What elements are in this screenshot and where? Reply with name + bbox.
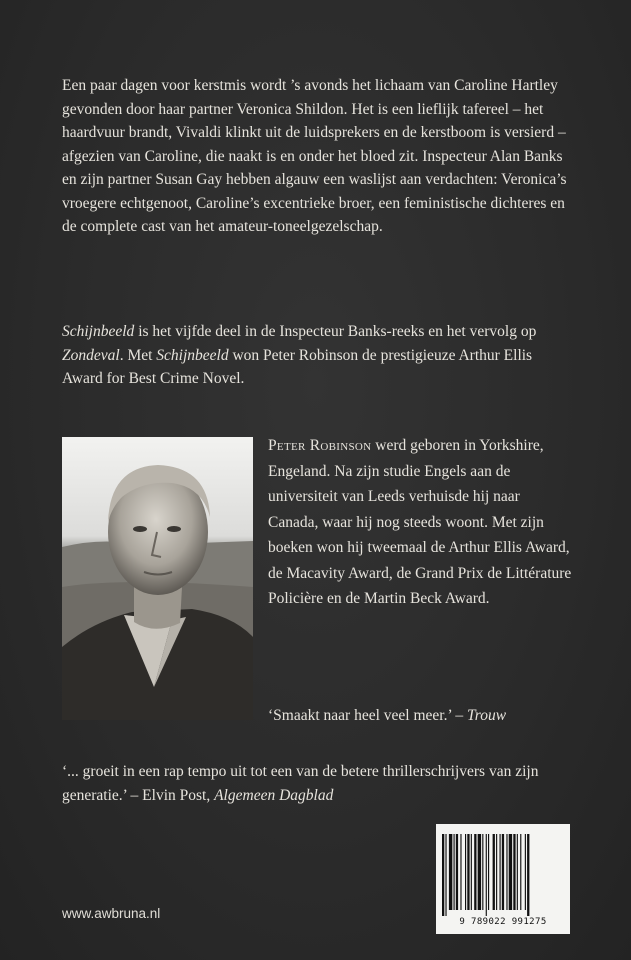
barcode-bar — [454, 834, 455, 910]
barcode-bar — [482, 834, 483, 910]
review-quote-trouw — [268, 704, 578, 727]
author-portrait-photo — [62, 437, 253, 720]
barcode-bar — [509, 834, 512, 910]
barcode-bar — [506, 834, 507, 910]
synopsis-paragraph: Een paar dagen voor kerstmis wordt ’s avonds het lichaam van Caroline Hartley gevonden door haar partner Veronica Shildon. Het is een lieflijk tafereel – het haardvuur brandt, Vivaldi klinkt uit de luidsprekers en de kerstboom is versierd – afgezien van Caroline, die naakt is en onder het bloed zit. Inspecteur Alan Banks en zijn partner Susan Gay hebben algauw een waslijst aan verdachten: Veronica’s vroegere echtgenoot, Caroline’s excentrieke broer, een feministische dichteres en de complete cast van het amateur-toneelgezelschap. — [62, 77, 567, 235]
book-title-italic: Schijnbeeld — [62, 323, 135, 340]
barcode-bar — [445, 834, 446, 916]
barcode-bar — [486, 834, 487, 916]
barcode-bar — [488, 834, 489, 910]
publisher-url[interactable]: www.awbruna.nl — [62, 906, 161, 921]
barcode-bar — [513, 834, 515, 910]
barcode-bar — [496, 834, 497, 910]
barcode-bar — [525, 834, 526, 910]
barcode-bar — [478, 834, 481, 910]
barcode-bar — [517, 834, 518, 910]
barcode — [436, 824, 570, 934]
isbn-number: 9 789022 991275 — [459, 917, 547, 927]
author-name: Peter Robinson — [268, 437, 372, 454]
barcode-bar — [449, 834, 452, 910]
previous-title-italic: Zondeval — [62, 346, 120, 364]
author-bio — [268, 433, 573, 612]
series-text: is het vijfde deel in de Inspecteur Banks-reeks en het vervolg op — [134, 323, 537, 340]
barcode-bar — [442, 834, 444, 916]
book-title-italic: Schijnbeeld — [156, 346, 229, 364]
author-bio-text: werd geboren in Yorkshire, Engeland. Na zijn studie Engels aan de universiteit van Leeds verhuisde hij naar Canada, waar hij nog steeds woont. Met zijn boeken won hij tweemaal de Arthur Ellis Award, de Macavity Award, de Grand Prix de Littérature Policière en de Martin Beck Award. — [268, 437, 572, 607]
series-text: won Peter Robinson de prestigieuze Arthur Ellis Award for Best Crime Novel. — [62, 346, 533, 387]
barcode-bar — [465, 834, 466, 910]
barcode-bar — [456, 834, 458, 910]
series-text: . Met — [119, 346, 157, 364]
barcode-bar — [500, 834, 501, 910]
quote-text: ‘Smaakt naar heel veel meer.’ – — [268, 707, 467, 724]
review-quote-ad — [62, 760, 582, 808]
barcode-bar — [467, 834, 469, 910]
author-photo — [62, 437, 253, 720]
barcode-bar — [527, 834, 529, 916]
quote-source: Algemeen Dagblad — [214, 787, 334, 804]
barcode-bar — [471, 834, 472, 910]
barcode-bar — [460, 834, 461, 910]
barcode-bar — [502, 834, 504, 910]
quote-source: Trouw — [466, 707, 507, 724]
barcode-graphic — [442, 834, 564, 916]
quote-text: ‘... groeit in een rap tempo uit tot een van de betere thrillerschrijvers van zijn generatie.’ – Elvin Post, — [62, 763, 539, 804]
series-paragraph — [62, 320, 572, 391]
barcode-bar — [493, 834, 495, 910]
barcode-bar — [520, 834, 521, 910]
barcode-bar — [474, 834, 476, 910]
